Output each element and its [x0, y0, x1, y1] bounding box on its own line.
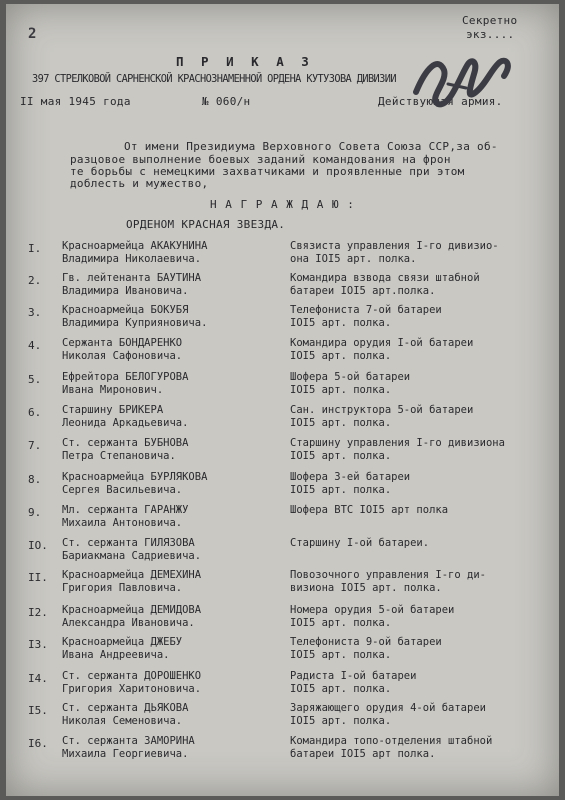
entry-position-line: Шофера ВТС IOI5 арт полка — [290, 504, 449, 516]
entry-number: 4. — [28, 339, 42, 352]
entry-rank-surname: Старшину БРИКЕРА — [62, 404, 164, 416]
entry-position-line: Номера орудия 5-ой батареи — [290, 604, 455, 616]
secret-stamp-line1: Секретно — [462, 14, 518, 27]
entry-number: I5. — [28, 704, 48, 717]
entry-position-line: Телефониста 7-ой батареи — [290, 304, 442, 316]
order-name: ОРДЕНОМ КРАСНАЯ ЗВЕЗДА. — [126, 218, 286, 231]
entry-number: 7. — [28, 439, 42, 452]
entry-position-line: IOI5 арт. полка. — [290, 683, 392, 695]
entry-given-names: Михаила Георгиевича. — [62, 748, 189, 760]
entry-number: 8. — [28, 473, 42, 486]
entry-given-names: Ивана Андреевича. — [62, 649, 170, 661]
entry-rank-surname: Красноармейца БОКУБЯ — [62, 304, 189, 316]
entry-number: 3. — [28, 306, 42, 319]
entry-position-line: Шофера 3-ей батареи — [290, 471, 411, 483]
entry-rank-surname: Красноармейца БУРЛЯКОВА — [62, 471, 208, 483]
entry-position-line: она IOI5 арт. полка. — [290, 253, 417, 265]
secret-stamp-line2: экз.... — [466, 28, 515, 41]
entry-number: II. — [28, 571, 48, 584]
entry-given-names: Михаила Антоновича. — [62, 517, 183, 529]
entry-given-names: Владимира Куприяновича. — [62, 317, 208, 329]
entry-rank-surname: Красноармейца АКАКУНИНА — [62, 240, 208, 252]
entry-number: I. — [28, 242, 42, 255]
entry-rank-surname: Красноармейца ДЖЕБУ — [62, 636, 183, 648]
order-date: II мая 1945 года — [20, 95, 131, 108]
entry-given-names: Николая Сафоновича. — [62, 350, 183, 362]
entry-position-line: Командира орудия I-ой батареи — [290, 337, 474, 349]
document-title: П Р И К А З — [176, 54, 314, 69]
entry-position-line: Старшину управления I-го дивизиона — [290, 437, 505, 449]
entry-rank-surname: Красноармейца ДЕМЕХИНА — [62, 569, 202, 581]
page-number: 2 — [28, 26, 37, 42]
entry-rank-surname: Мл. сержанта ГАРАНЖУ — [62, 504, 189, 516]
entry-rank-surname: Красноармейца ДЕМИДОВА — [62, 604, 202, 616]
entry-position-line: визиона IOI5 арт. полка. — [290, 582, 442, 594]
entry-given-names: Бариакмана Садриевича. — [62, 550, 202, 562]
award-heading: Н А Г Р А Ж Д А Ю : — [210, 198, 355, 211]
entry-position-line: батареи IOI5 арт полка. — [290, 748, 436, 760]
entry-position-line: Старшину I-ой батареи. — [290, 537, 430, 549]
entry-given-names: Николая Семеновича. — [62, 715, 183, 727]
entry-position-line: Радиста I-ой батареи — [290, 670, 417, 682]
entry-given-names: Григория Харитоновича. — [62, 683, 202, 695]
entry-number: 6. — [28, 406, 42, 419]
entry-position-line: Командира топо-отделения штабной — [290, 735, 493, 747]
entry-given-names: Григория Павловича. — [62, 582, 183, 594]
entry-number: I6. — [28, 737, 48, 750]
entry-number: IO. — [28, 539, 48, 552]
entry-given-names: Владимира Николаевича. — [62, 253, 202, 265]
entry-position-line: IOI5 арт. полка. — [290, 317, 392, 329]
entry-number: 5. — [28, 373, 42, 386]
entry-position-line: IOI5 арт. полка. — [290, 715, 392, 727]
document-page — [6, 4, 559, 796]
entry-position-line: батареи IOI5 арт.полка. — [290, 285, 436, 297]
entry-position-line: Повозочного управления I-го ди- — [290, 569, 486, 581]
entry-rank-surname: Гв. лейтенанта БАУТИНА — [62, 272, 202, 284]
entry-number: 9. — [28, 506, 42, 519]
entry-position-line: Телефониста 9-ой батареи — [290, 636, 442, 648]
entry-position-line: IOI5 арт. полка. — [290, 484, 392, 496]
entry-number: I2. — [28, 606, 48, 619]
entry-position-line: Командира взвода связи штабной — [290, 272, 480, 284]
entry-number: I3. — [28, 638, 48, 651]
entry-rank-surname: Ст. сержанта ДОРОШЕНКО — [62, 670, 202, 682]
entry-given-names: Ивана Миронович. — [62, 384, 164, 396]
entry-position-line: IOI5 арт. полка. — [290, 450, 392, 462]
division-line: 397 СТРЕЛКОВОЙ САРНЕНСКОЙ КРАСНОЗНАМЕННОЙ ОРДЕНА КУТУЗОВА ДИВИЗИИ — [32, 73, 396, 85]
signature — [408, 48, 518, 116]
entry-given-names: Владимира Ивановича. — [62, 285, 189, 297]
entry-position-line: IOI5 арт. полка. — [290, 384, 392, 396]
entry-given-names: Петра Степановича. — [62, 450, 176, 462]
entry-rank-surname: Ст. сержанта БУБНОВА — [62, 437, 189, 449]
preamble-line-2: разцовое выполнение боевых заданий командования на фрон — [70, 153, 451, 166]
entry-given-names: Леонида Аркадьевича. — [62, 417, 189, 429]
entry-position-line: IOI5 арт. полка. — [290, 617, 392, 629]
entry-rank-surname: Ст. сержанта ГИЛЯЗОВА — [62, 537, 195, 549]
entry-position-line: Связиста управления I-го дивизио- — [290, 240, 499, 252]
preamble-line-4: доблесть и мужество, — [70, 177, 209, 190]
army-label: Действующая армия. — [378, 95, 503, 108]
preamble-line-1: От имени Президиума Верховного Совета Союза ССР,за об- — [124, 140, 498, 153]
preamble-line-3: те борьбы с немецкими захватчиками и проявленные при этом — [70, 165, 465, 178]
order-number: № 060/н — [202, 95, 251, 108]
entry-rank-surname: Сержанта БОНДАРЕНКО — [62, 337, 183, 349]
entry-position-line: Заряжающего орудия 4-ой батареи — [290, 702, 486, 714]
entry-given-names: Сергея Васильевича. — [62, 484, 183, 496]
entry-position-line: IOI5 арт. полка. — [290, 350, 392, 362]
entry-rank-surname: Ефрейтора БЕЛОГУРОВА — [62, 371, 189, 383]
entry-number: 2. — [28, 274, 42, 287]
entry-position-line: Сан. инструктора 5-ой батареи — [290, 404, 474, 416]
entry-position-line: IOI5 арт. полка. — [290, 417, 392, 429]
entry-number: I4. — [28, 672, 48, 685]
entry-position-line: Шофера 5-ой батареи — [290, 371, 411, 383]
entry-given-names: Александра Ивановича. — [62, 617, 195, 629]
entry-rank-surname: Ст. сержанта ЗАМОРИНА — [62, 735, 195, 747]
entry-rank-surname: Ст. сержанта ДЬЯКОВА — [62, 702, 189, 714]
entry-position-line: IOI5 арт. полка. — [290, 649, 392, 661]
